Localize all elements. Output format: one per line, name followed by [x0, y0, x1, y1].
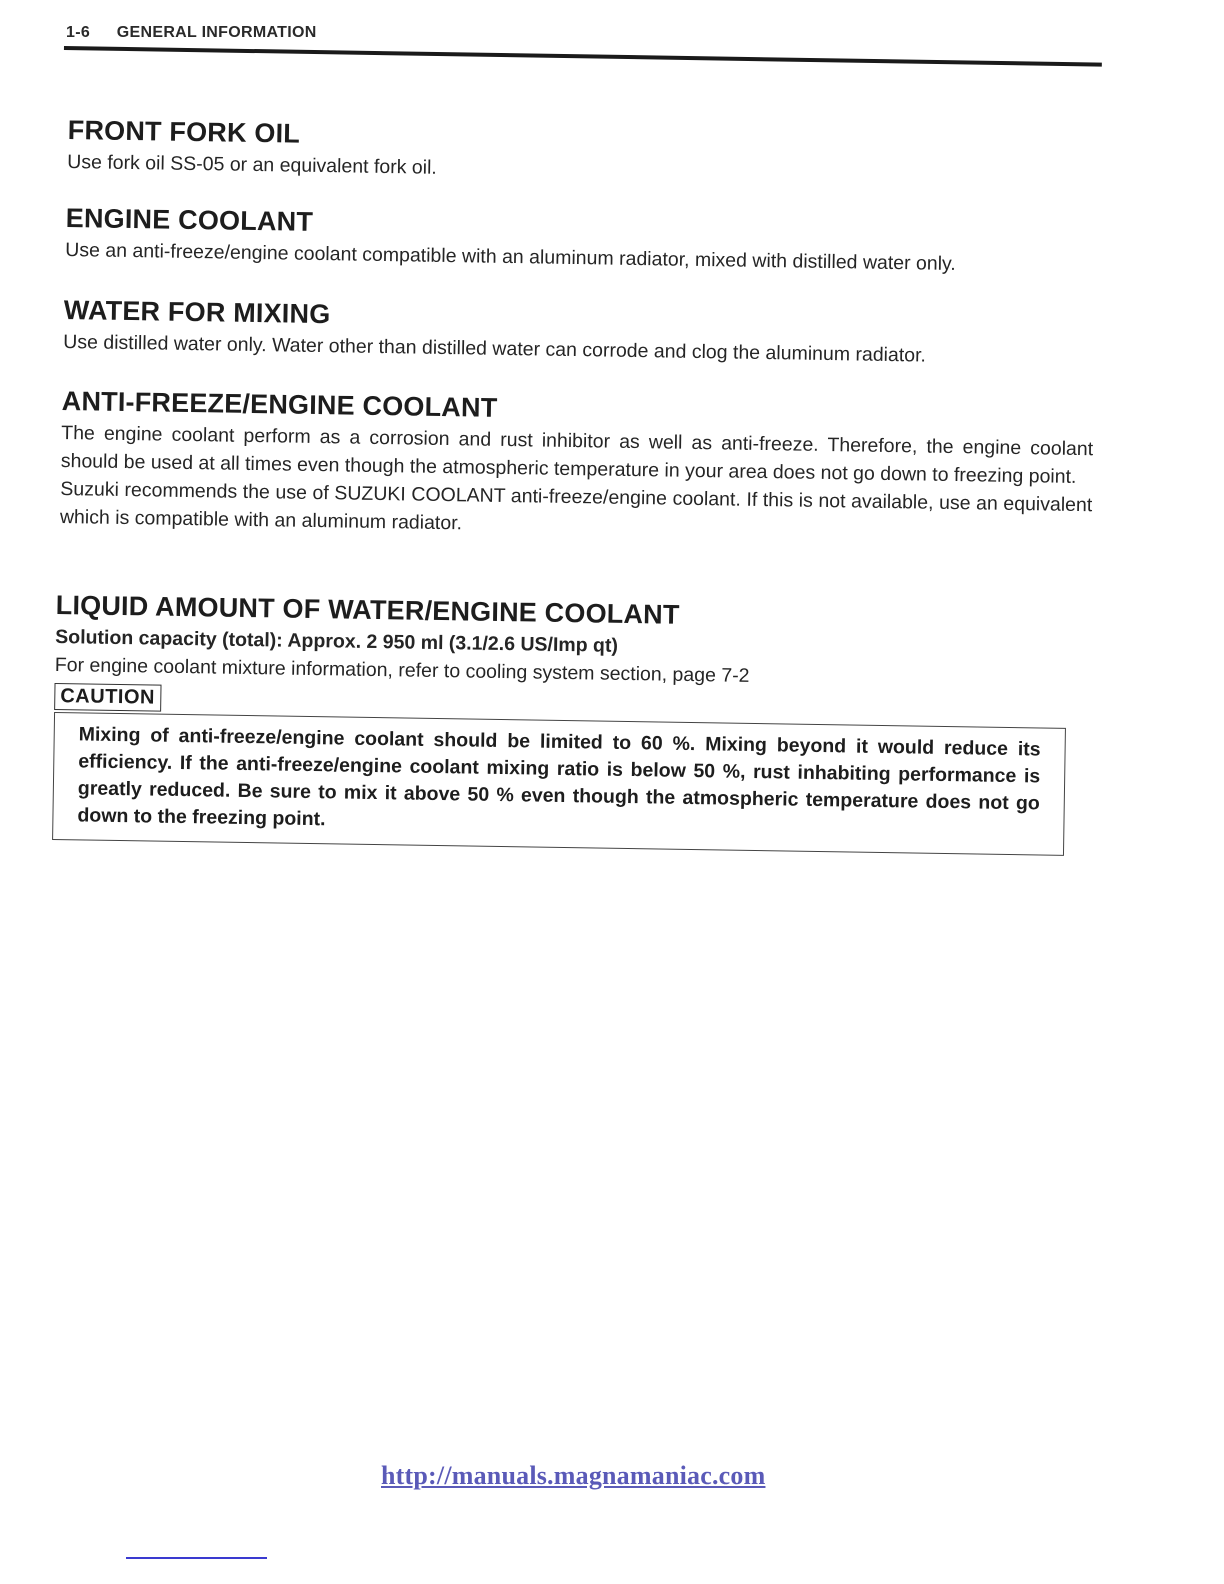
caution-label: CAUTION — [54, 683, 161, 712]
solution-capacity: Solution capacity (total): Approx. 2 950 ml (3.1/2.6 US/Imp qt) — [55, 625, 619, 657]
coolant-mixture-reference: For engine coolant mixture information, refer to cooling system section, page 7-2 — [54, 653, 750, 687]
section-text-engine-coolant: Use an anti-freeze/engine coolant compatible with an aluminum radiator, mixed with distilled water only. — [65, 238, 956, 275]
section-text-front-fork-oil: Use fork oil SS-05 or an equivalent fork oil. — [67, 150, 437, 179]
section-title-front-fork-oil: FRONT FORK OIL — [67, 115, 301, 149]
section-antifreeze — [60, 386, 1094, 547]
bottom-rule — [126, 1557, 267, 1559]
section-title-water-for-mixing: WATER FOR MIXING — [63, 295, 331, 330]
section-liquid-amount — [52, 590, 1088, 856]
section-front-fork-oil — [67, 115, 1068, 192]
caution-text: Mixing of anti-freeze/engine coolant should be limited to 60 %. Mixing beyond it would reduce its efficiency. If the anti-freeze/engine coolant mixing ratio is below 50 %, rust inhabiting performance is greatly reduced. Be sure to mix it above 50 % even though the atmospheric temperature does not go down to the freezing point. — [77, 723, 1041, 831]
header-section-title: GENERAL INFORMATION — [116, 24, 317, 41]
footer-link[interactable]: http://manuals.magnamaniac.com — [381, 1461, 766, 1490]
section-paragraph-antifreeze-2: Suzuki recommends the use of SUZUKI COOLANT anti-freeze/engine coolant. If this is not available, use an equivalent which is compatible with an aluminum radiator. — [59, 477, 1093, 535]
section-water-for-mixing — [63, 295, 1064, 372]
section-engine-coolant — [65, 203, 1066, 280]
section-paragraph-antifreeze-1: The engine coolant perform as a corrosion and rust inhibitor as well as anti-freeze. Therefore, the engine coolant should be used at all times even though the atmospheric temperature in your area does not go down to freezing point. — [60, 421, 1094, 488]
page-number: 1-6 — [66, 24, 91, 41]
section-title-antifreeze: ANTI-FREEZE/ENGINE COOLANT — [61, 386, 498, 423]
section-title-engine-coolant: ENGINE COOLANT — [65, 203, 314, 237]
section-title-liquid-amount: LIQUID AMOUNT OF WATER/ENGINE COOLANT — [55, 590, 680, 630]
section-text-water-for-mixing: Use distilled water only. Water other than distilled water can corrode and clog the aluminum radiator. — [63, 330, 927, 367]
caution-box — [52, 712, 1066, 856]
